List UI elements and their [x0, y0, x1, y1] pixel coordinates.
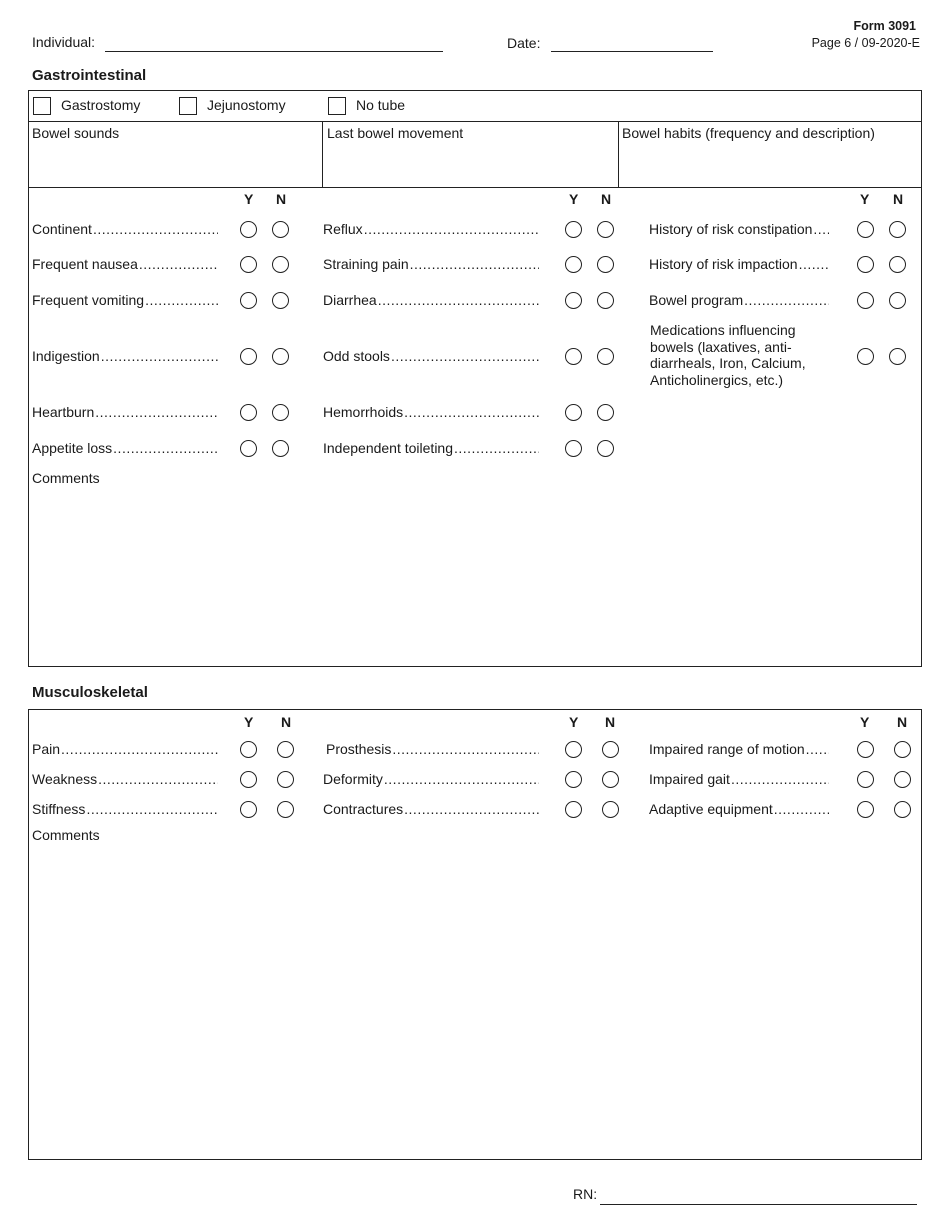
continent-label: [32, 221, 218, 237]
stiffness-label: [32, 801, 218, 817]
straining-pain-no-radio[interactable]: [597, 256, 614, 273]
weakness-label: [32, 771, 218, 787]
item-text: Hemorrhoids: [323, 404, 404, 420]
bowel-habits-label: Bowel habits (frequency and description): [622, 125, 875, 141]
hemorrhoids-no-radio[interactable]: [597, 404, 614, 421]
individual-label: Individual:: [32, 34, 96, 50]
contractures-label: [323, 801, 539, 817]
deformity-label: [323, 771, 539, 787]
bowel-program-no-radio[interactable]: [889, 292, 906, 309]
item-text: Odd stools: [323, 348, 390, 364]
frequent-nausea-no-radio[interactable]: [272, 256, 289, 273]
item-text: Weakness: [32, 771, 98, 787]
medications-yes-radio[interactable]: [857, 348, 874, 365]
item-text: Impaired gait: [649, 771, 730, 787]
appetite-loss-yes-radio[interactable]: [240, 440, 257, 457]
impaired-gait-yes-radio[interactable]: [857, 771, 874, 788]
divider: [322, 121, 323, 187]
item-text: Contractures: [323, 801, 404, 817]
item-text: Adaptive equipment: [649, 801, 773, 817]
no-header: N: [601, 191, 612, 207]
hemorrhoids-label: [323, 404, 539, 420]
gastro-comments-label: Comments: [32, 470, 100, 486]
yes-header: Y: [569, 191, 579, 207]
divider: [28, 187, 922, 188]
odd-stools-no-radio[interactable]: [597, 348, 614, 365]
date-field[interactable]: [551, 51, 713, 52]
item-text: Impaired range of motion: [649, 741, 805, 757]
straining-pain-label: [323, 256, 539, 272]
impaired-range-yes-radio[interactable]: [857, 741, 874, 758]
date-label: Date:: [507, 35, 541, 51]
gastro-comments-area[interactable]: [30, 488, 920, 664]
impaired-gait-no-radio[interactable]: [894, 771, 911, 788]
item-text: Appetite loss: [32, 440, 113, 456]
frequent-vomiting-label: [32, 292, 218, 308]
appetite-loss-label: [32, 440, 218, 456]
item-text: Straining pain: [323, 256, 409, 272]
bowel-program-label: [649, 292, 829, 308]
no-header: N: [893, 191, 904, 207]
impaired-range-no-radio[interactable]: [894, 741, 911, 758]
continent-no-radio[interactable]: [272, 221, 289, 238]
frequent-nausea-yes-radio[interactable]: [240, 256, 257, 273]
item-text: Stiffness: [32, 801, 86, 817]
frequent-nausea-label: [32, 256, 218, 272]
item-text: Frequent vomiting: [32, 292, 145, 308]
item-text: History of risk constipation: [649, 221, 813, 237]
continent-yes-radio[interactable]: [240, 221, 257, 238]
no-header: N: [276, 191, 287, 207]
odd-stools-yes-radio[interactable]: [565, 348, 582, 365]
deformity-no-radio[interactable]: [602, 771, 619, 788]
jejunostomy-checkbox[interactable]: [179, 97, 197, 115]
odd-stools-label: [323, 348, 539, 364]
risk-impaction-no-radio[interactable]: [889, 256, 906, 273]
form-number: Form 3091: [853, 19, 916, 33]
rn-signature-field[interactable]: [600, 1204, 917, 1205]
musculo-section-title: Musculoskeletal: [32, 684, 148, 701]
bowel-program-yes-radio[interactable]: [857, 292, 874, 309]
individual-field[interactable]: [105, 51, 443, 52]
frequent-vomiting-yes-radio[interactable]: [240, 292, 257, 309]
risk-constipation-yes-radio[interactable]: [857, 221, 874, 238]
gastro-section-title: Gastrointestinal: [32, 67, 147, 84]
contractures-no-radio[interactable]: [602, 801, 619, 818]
indigestion-no-radio[interactable]: [272, 348, 289, 365]
yes-header: Y: [244, 191, 254, 207]
divider: [28, 121, 922, 122]
item-text: Heartburn: [32, 404, 95, 420]
medications-label: Medications influencing bowels (laxatives, anti-diarrheals, Iron, Calcium, Anticholinergics, etc.): [650, 322, 806, 388]
stiffness-no-radio[interactable]: [277, 801, 294, 818]
item-text: Prosthesis: [326, 741, 392, 757]
no-header: N: [897, 714, 908, 730]
independent-toileting-yes-radio[interactable]: [565, 440, 582, 457]
pain-yes-radio[interactable]: [240, 741, 257, 758]
prosthesis-label: [326, 741, 539, 757]
weakness-yes-radio[interactable]: [240, 771, 257, 788]
yes-header: Y: [860, 714, 870, 730]
item-text: History of risk impaction: [649, 256, 798, 272]
deformity-yes-radio[interactable]: [565, 771, 582, 788]
heartburn-yes-radio[interactable]: [240, 404, 257, 421]
prosthesis-yes-radio[interactable]: [565, 741, 582, 758]
jejunostomy-label: Jejunostomy: [207, 97, 286, 113]
adaptive-equipment-yes-radio[interactable]: [857, 801, 874, 818]
yes-header: Y: [569, 714, 579, 730]
prosthesis-no-radio[interactable]: [602, 741, 619, 758]
item-text: Reflux: [323, 221, 363, 237]
risk-impaction-label: [649, 256, 829, 272]
indigestion-label: [32, 348, 218, 364]
last-bowel-movement-label: Last bowel movement: [327, 125, 464, 141]
pain-label: [32, 741, 218, 757]
musculo-comments-label: Comments: [32, 827, 100, 843]
adaptive-equipment-label: [649, 801, 829, 817]
medications-no-radio[interactable]: [889, 348, 906, 365]
stiffness-yes-radio[interactable]: [240, 801, 257, 818]
rn-label: RN:: [573, 1186, 598, 1202]
reflux-no-radio[interactable]: [597, 221, 614, 238]
risk-constipation-no-radio[interactable]: [889, 221, 906, 238]
hemorrhoids-yes-radio[interactable]: [565, 404, 582, 421]
reflux-label: [323, 221, 539, 237]
gastrostomy-label: Gastrostomy: [61, 97, 141, 113]
item-text: Deformity: [323, 771, 383, 787]
yes-header: Y: [244, 714, 254, 730]
adaptive-equipment-no-radio[interactable]: [894, 801, 911, 818]
gastrostomy-checkbox[interactable]: [33, 97, 51, 115]
item-text: Indigestion: [32, 348, 100, 364]
independent-toileting-label: [323, 440, 539, 456]
item-text: Continent: [32, 221, 92, 237]
frequent-vomiting-no-radio[interactable]: [272, 292, 289, 309]
musculo-comments-area[interactable]: [30, 846, 920, 1156]
page-info: Page 6 / 09-2020-E: [811, 36, 920, 50]
indigestion-yes-radio[interactable]: [240, 348, 257, 365]
diarrhea-yes-radio[interactable]: [565, 292, 582, 309]
contractures-yes-radio[interactable]: [565, 801, 582, 818]
no-tube-checkbox[interactable]: [328, 97, 346, 115]
no-header: N: [281, 714, 292, 730]
diarrhea-label: [323, 292, 539, 308]
item-text: Independent toileting: [323, 440, 453, 456]
pain-no-radio[interactable]: [277, 741, 294, 758]
risk-constipation-label: [649, 221, 829, 237]
appetite-loss-no-radio[interactable]: [272, 440, 289, 457]
impaired-gait-label: [649, 771, 829, 787]
yes-header: Y: [860, 191, 870, 207]
no-tube-label: No tube: [356, 97, 406, 113]
impaired-range-label: [649, 741, 829, 757]
straining-pain-yes-radio[interactable]: [565, 256, 582, 273]
independent-toileting-no-radio[interactable]: [597, 440, 614, 457]
risk-impaction-yes-radio[interactable]: [857, 256, 874, 273]
weakness-no-radio[interactable]: [277, 771, 294, 788]
item-text: Frequent nausea: [32, 256, 138, 272]
reflux-yes-radio[interactable]: [565, 221, 582, 238]
heartburn-label: [32, 404, 218, 420]
divider: [618, 121, 619, 187]
item-text: Diarrhea: [323, 292, 377, 308]
diarrhea-no-radio[interactable]: [597, 292, 614, 309]
item-text: Pain: [32, 741, 61, 757]
item-text: Bowel program: [649, 292, 744, 308]
bowel-sounds-label: Bowel sounds: [32, 125, 120, 141]
heartburn-no-radio[interactable]: [272, 404, 289, 421]
no-header: N: [605, 714, 616, 730]
